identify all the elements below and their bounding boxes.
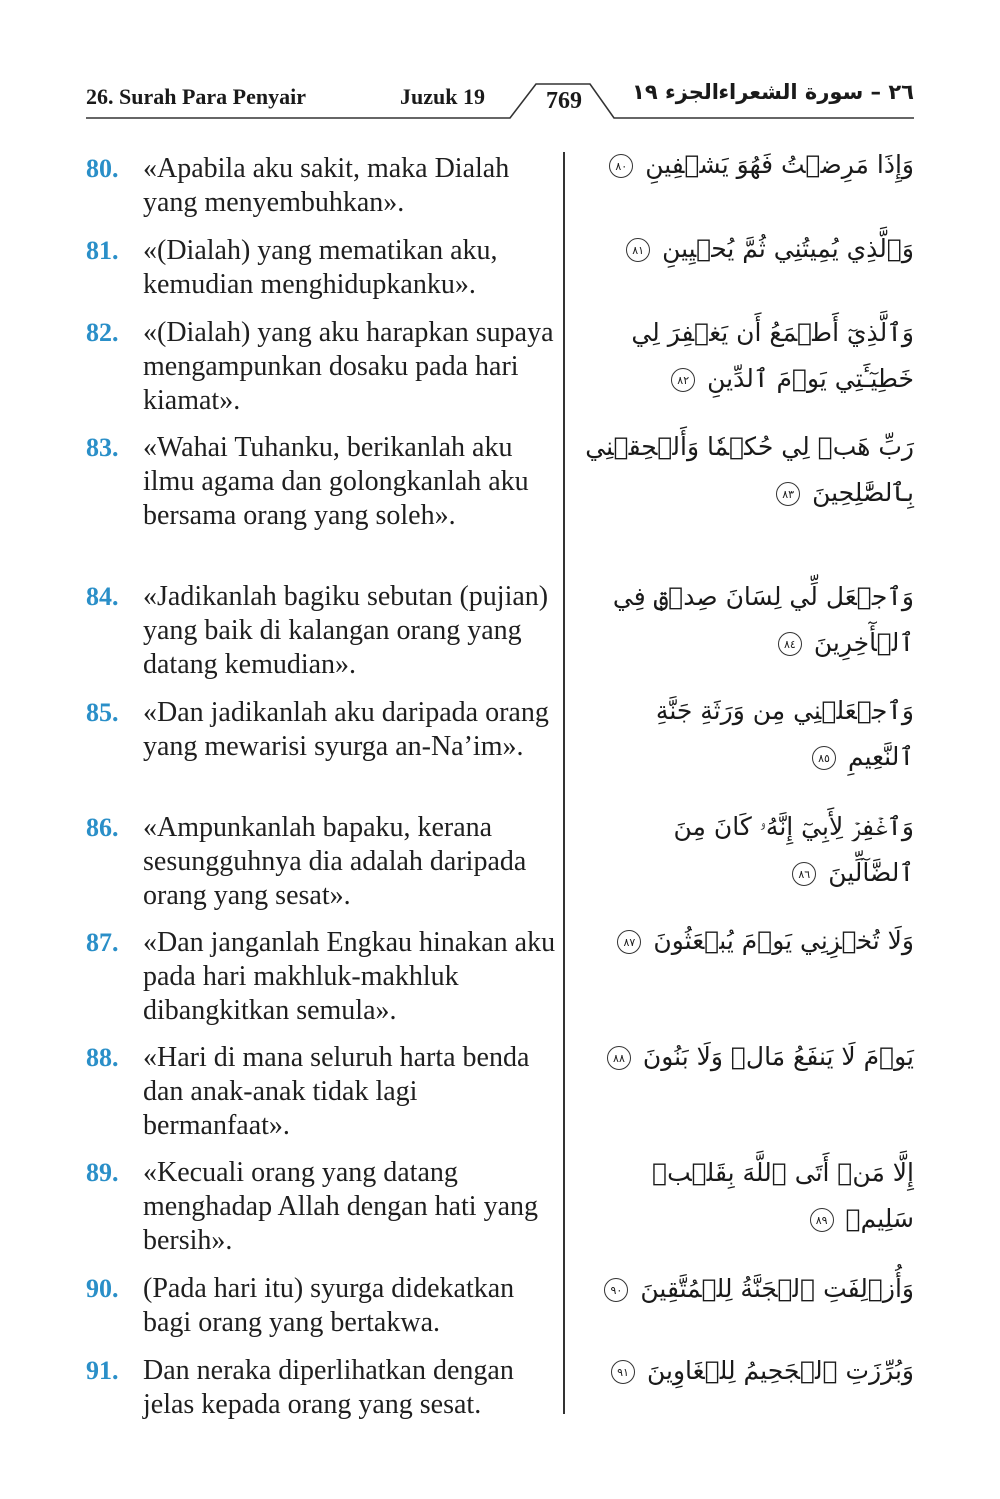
arabic-text: وَٱجۡعَلۡنِي مِن وَرَثَةِ جَنَّةِ ٱلنَّعِيمِ (655, 696, 914, 771)
verse-translation: «Hari di mana seluruh harta benda dan anak-anak tidak lagi bermanfaat». (143, 1042, 530, 1141)
verse-91 (86, 1354, 564, 1422)
verse-translation: Dan neraka diperlihatkan dengan jelas kepada orang yang sesat. (143, 1355, 514, 1420)
verse-translation: «Kecuali orang yang datang menghadap Allah dengan hati yang bersih». (143, 1157, 538, 1256)
verse-number: 86. (86, 813, 119, 842)
verse-translation: «Ampunkanlah bapaku, kerana sesungguhnya dia adalah daripada orang yang sesat». (143, 812, 527, 911)
ayah-end-marker: ٨٢ (671, 368, 695, 392)
verse-number: 89. (86, 1158, 119, 1187)
ayah-end-marker: ٩١ (611, 1360, 635, 1384)
verse-number: 88. (86, 1043, 119, 1072)
ayah-end-marker: ٨٣ (776, 482, 800, 506)
arabic-text: يَوۡمَ لَا يَنفَعُ مَالٞ وَلَا بَنُونَ (642, 1042, 914, 1071)
arabic-text: وَٱغۡفِرۡ لِأَبِيٓ إِنَّهُۥ كَانَ مِنَ ٱلضَّآلِّينَ (673, 812, 914, 887)
arabic-text: وَإِذَا مَرِضۡتُ فَهُوَ يَشۡفِينِ (645, 150, 914, 179)
ayah-end-marker: ٨٦ (792, 862, 816, 886)
surah-title-latin: 26. Surah Para Penyair (86, 84, 306, 109)
verse-84 (86, 580, 564, 682)
verse-83 (86, 431, 564, 533)
verse-translation: «Jadikanlah bagiku sebutan (pujian) yang baik di kalangan orang yang datang kemudian». (143, 581, 549, 680)
verse-number: 80. (86, 154, 119, 183)
arabic-text: إِلَّا مَنۡ أَتَى ٱللَّهَ بِقَلۡبٖ سَلِيمٖ (652, 1158, 914, 1233)
verse-80 (86, 152, 564, 220)
verse-90-arabic (584, 1266, 914, 1312)
verse-number: 83. (86, 433, 119, 462)
ayah-end-marker: ٨٩ (810, 1208, 834, 1232)
verse-85 (86, 696, 564, 764)
verse-83-arabic (584, 424, 914, 516)
arabic-text: وَٱلَّذِيٓ أَطۡمَعُ أَن يَغۡفِرَ لِي خَطِيٓـَٔتِي يَوۡمَ ٱلدِّينِ (631, 318, 914, 393)
verse-translation: «Wahai Tuhanku, berikanlah aku ilmu agama dan golongkanlah aku bersama orang yang soleh». (143, 432, 529, 531)
verse-81 (86, 234, 564, 302)
ayah-end-marker: ٨٥ (812, 746, 836, 770)
ayah-end-marker: ٩٠ (604, 1278, 628, 1302)
arabic-text: وَٱلَّذِي يُمِيتُنِي ثُمَّ يُحۡيِينِ (662, 234, 914, 263)
verse-number: 81. (86, 236, 119, 265)
verse-86 (86, 811, 564, 913)
arabic-text: وَلَا تُخۡزِنِي يَوۡمَ يُبۡعَثُونَ (653, 926, 914, 955)
verse-88 (86, 1041, 564, 1143)
verse-81-arabic (584, 226, 914, 272)
verse-82-arabic (584, 310, 914, 402)
verse-number: 91. (86, 1356, 119, 1385)
ayah-end-marker: ٨٨ (607, 1046, 631, 1070)
header-rule (0, 0, 1000, 130)
verse-87 (86, 926, 564, 1028)
ayah-end-marker: ٨٤ (778, 632, 802, 656)
verse-number: 85. (86, 698, 119, 727)
verse-translation: «(Dialah) yang aku harapkan supaya mengampunkan dosaku pada hari kiamat». (143, 317, 554, 416)
verse-translation: (Pada hari itu) syurga didekatkan bagi orang yang bertakwa. (143, 1273, 515, 1338)
juz-label-latin: Juzuk 19 (400, 84, 485, 109)
ayah-end-marker: ٨٠ (609, 154, 633, 178)
verse-number: 82. (86, 318, 119, 347)
arabic-text: رَبِّ هَبۡ لِي حُكۡمٗا وَأَلۡحِقۡنِي بِٱلصَّٰلِحِينَ (585, 432, 914, 507)
verse-number: 87. (86, 928, 119, 957)
verse-84-arabic (584, 574, 914, 666)
verse-85-arabic (584, 688, 914, 780)
verse-89 (86, 1156, 564, 1258)
verse-87-arabic (584, 918, 914, 964)
verse-80-arabic (584, 142, 914, 188)
verse-90 (86, 1272, 564, 1340)
verse-91-arabic (584, 1348, 914, 1394)
arabic-text: وَبُرِّزَتِ ٱلۡجَحِيمُ لِلۡغَاوِينَ (646, 1356, 914, 1385)
arabic-text: وَأُزۡلِفَتِ ٱلۡجَنَّةُ لِلۡمُتَّقِينَ (640, 1274, 914, 1303)
verse-number: 90. (86, 1274, 119, 1303)
page-number: 769 (546, 88, 582, 114)
verse-89-arabic (584, 1150, 914, 1242)
ayah-end-marker: ٨٧ (617, 930, 641, 954)
ayah-end-marker: ٨١ (626, 238, 650, 262)
verse-82 (86, 316, 564, 418)
arabic-text: وَٱجۡعَل لِّي لِسَانَ صِدۡقٖ فِي ٱلۡأٓخِرِينَ (612, 582, 914, 657)
verse-translation: «(Dialah) yang mematikan aku, kemudian menghidupkanku». (143, 235, 498, 300)
verse-translation: «Dan janganlah Engkau hinakan aku pada hari makhluk-makhluk dibangkitkan semula». (143, 927, 556, 1026)
verse-translation: «Apabila aku sakit, maka Dialah yang menyembuhkan». (143, 153, 510, 218)
surah-title-arabic: ٢٦ – سورة الشعراء (718, 80, 914, 104)
verse-86-arabic (584, 804, 914, 896)
verse-translation: «Dan jadikanlah aku daripada orang yang mewarisi syurga an-Na’im». (143, 697, 549, 762)
verse-88-arabic (584, 1034, 914, 1080)
juz-label-arabic: الجزء ١٩ (632, 80, 719, 104)
verse-number: 84. (86, 582, 119, 611)
